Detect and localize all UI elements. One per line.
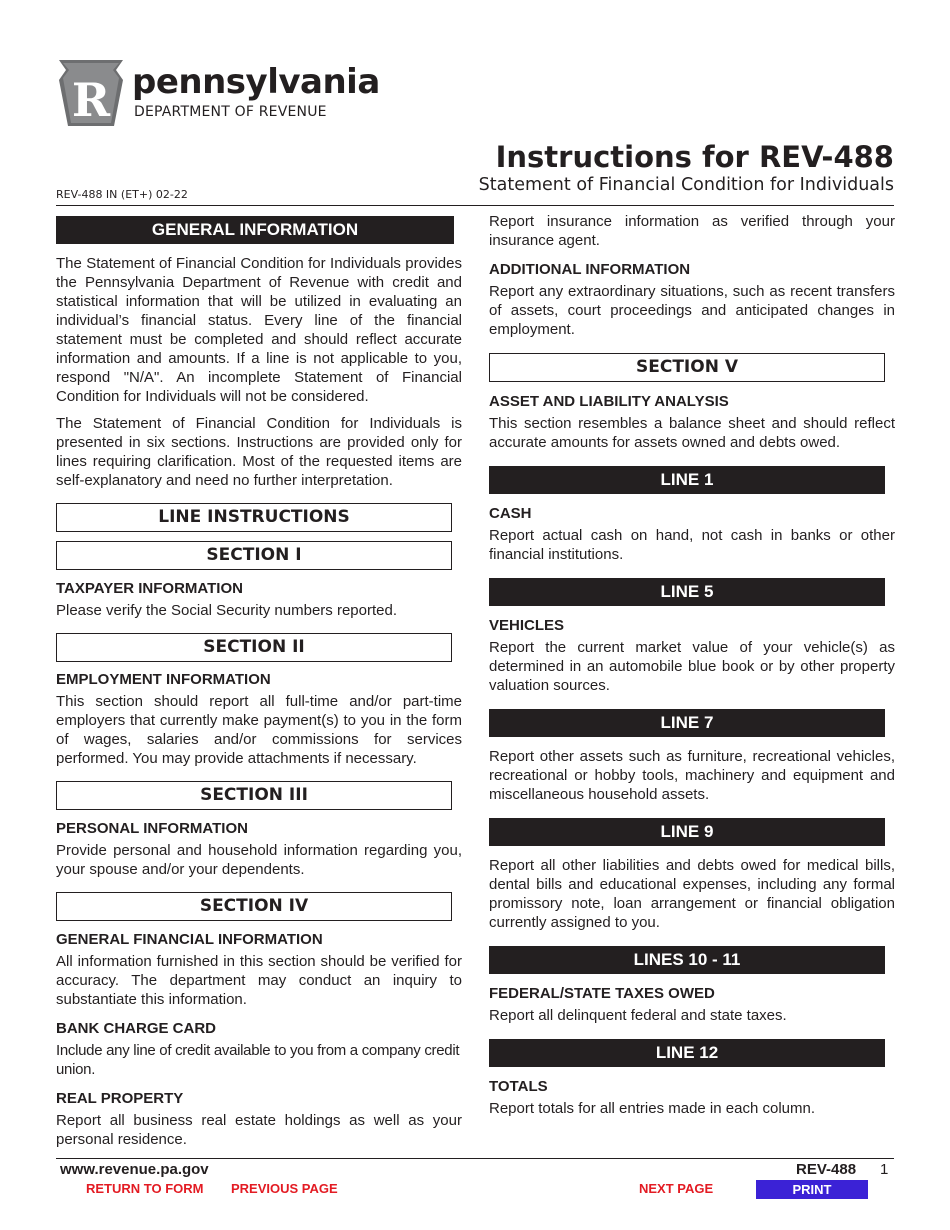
general-financial-information-heading: GENERAL FINANCIAL INFORMATION xyxy=(56,931,323,948)
additional-information-text: Report any extraordinary situations, such as recent transfers of assets, court proceedings and anticipated changes in employment. xyxy=(489,283,895,338)
form-code: REV-488 IN (ET+) 02-22 xyxy=(56,188,188,201)
page-subtitle: Statement of Financial Condition for Individuals xyxy=(478,175,894,195)
keystone-logo-icon xyxy=(56,58,126,128)
footer-form-code: REV-488 xyxy=(796,1161,857,1178)
vehicles-heading: VEHICLES xyxy=(489,617,565,634)
section-3-heading: SECTION III xyxy=(56,781,452,810)
left-column xyxy=(56,216,462,1149)
website-url: www.revenue.pa.gov xyxy=(60,1161,209,1178)
vehicles-text: Report the current market value of your vehicle(s) as determined in an automobile blue book or by other property valuation sources. xyxy=(489,639,895,694)
section-4-heading: SECTION IV xyxy=(56,892,452,921)
line-1-heading: LINE 1 xyxy=(489,466,885,494)
line-7-heading: LINE 7 xyxy=(489,709,885,737)
personal-information-text: Provide personal and household information regarding you, your spouse and/or your dependents. xyxy=(56,842,462,878)
line-7-text: Report other assets such as furniture, recreational vehicles, recreational or hobby tools, machinery and equipment and miscellaneous household assets. xyxy=(489,748,895,803)
taxes-owed-heading: FEDERAL/STATE TAXES OWED xyxy=(489,985,715,1002)
general-info-paragraph-1: The Statement of Financial Condition for Individuals provides the Pennsylvania Department of Revenue with credit and statistical information that will be utilized in evaluating an individual’s financial status. Every line of the financial statement must be completed and should reflect accurate information and amounts. If a line is not applicable to you, respond "N/A". An incomplete Statement of Financial Condition for Individuals will not be considered. xyxy=(56,255,462,405)
pa-revenue-logo xyxy=(56,58,380,130)
line-9-text: Report all other liabilities and debts owed for medical bills, dental bills and educational expenses, including any formal promissory note, loan arrangement or financial obligation currently assigned to you. xyxy=(489,857,895,931)
logo-name: pennsylvania xyxy=(132,62,380,102)
general-information-heading: GENERAL INFORMATION xyxy=(56,216,454,244)
section-5-heading: SECTION V xyxy=(489,353,885,382)
return-to-form-link[interactable]: RETURN TO FORM xyxy=(86,1181,204,1196)
line-9-heading: LINE 9 xyxy=(489,818,885,846)
real-property-text: Report all business real estate holdings as well as your personal residence. xyxy=(56,1112,462,1148)
cash-heading: CASH xyxy=(489,505,532,522)
asset-liability-text: This section resembles a balance sheet and should reflect accurate amounts for assets owned and debts owed. xyxy=(489,415,895,451)
taxpayer-information-text: Please verify the Social Security numbers reported. xyxy=(56,602,397,619)
footer-divider xyxy=(56,1158,894,1159)
cash-text: Report actual cash on hand, not cash in banks or other financial institutions. xyxy=(489,527,895,563)
logo-department: DEPARTMENT OF REVENUE xyxy=(134,104,327,120)
previous-page-link[interactable]: PREVIOUS PAGE xyxy=(231,1181,338,1196)
page-title: Instructions for REV-488 xyxy=(495,140,894,174)
section-1-heading: SECTION I xyxy=(56,541,452,570)
print-button[interactable]: PRINT xyxy=(756,1180,868,1199)
employment-information-heading: EMPLOYMENT INFORMATION xyxy=(56,671,271,688)
bank-charge-card-text: Include any line of credit available to you from a company credit union. xyxy=(56,1042,460,1078)
taxpayer-information-heading: TAXPAYER INFORMATION xyxy=(56,580,243,597)
header-divider xyxy=(56,205,894,206)
lines-10-11-heading: LINES 10 - 11 xyxy=(489,946,885,974)
totals-heading: TOTALS xyxy=(489,1078,548,1095)
real-property-heading: REAL PROPERTY xyxy=(56,1090,184,1107)
totals-text: Report totals for all entries made in each column. xyxy=(489,1100,815,1117)
insurance-text: Report insurance information as verified through your insurance agent. xyxy=(489,213,895,249)
additional-information-heading: ADDITIONAL INFORMATION xyxy=(489,261,691,278)
line-12-heading: LINE 12 xyxy=(489,1039,885,1067)
general-info-paragraph-2: The Statement of Financial Condition for Individuals is presented in six sections. Instructions are provided only for lines requiring clarification. Most of the requested items are self-explanatory and need no further interpretation. xyxy=(56,415,462,489)
taxes-owed-text: Report all delinquent federal and state taxes. xyxy=(489,1007,787,1024)
asset-liability-heading: ASSET AND LIABILITY ANALYSIS xyxy=(489,393,729,410)
page-number: 1 xyxy=(880,1161,889,1178)
employment-information-text: This section should report all full-time and/or part-time employers that currently make payment(s) to you in the form of wages, salaries and/or commissions for services performed. You may provide attachments if necessary. xyxy=(56,693,462,767)
bank-charge-card-heading: BANK CHARGE CARD xyxy=(56,1020,216,1037)
general-financial-information-text: All information furnished in this section should be verified for accuracy. The department may conduct an inquiry to substantiate this information. xyxy=(56,953,462,1008)
line-instructions-heading: LINE INSTRUCTIONS xyxy=(56,503,452,532)
logo-letter: R xyxy=(71,73,111,127)
section-2-heading: SECTION II xyxy=(56,633,452,662)
next-page-link[interactable]: NEXT PAGE xyxy=(639,1181,714,1196)
right-column xyxy=(489,212,895,1118)
line-5-heading: LINE 5 xyxy=(489,578,885,606)
personal-information-heading: PERSONAL INFORMATION xyxy=(56,820,248,837)
